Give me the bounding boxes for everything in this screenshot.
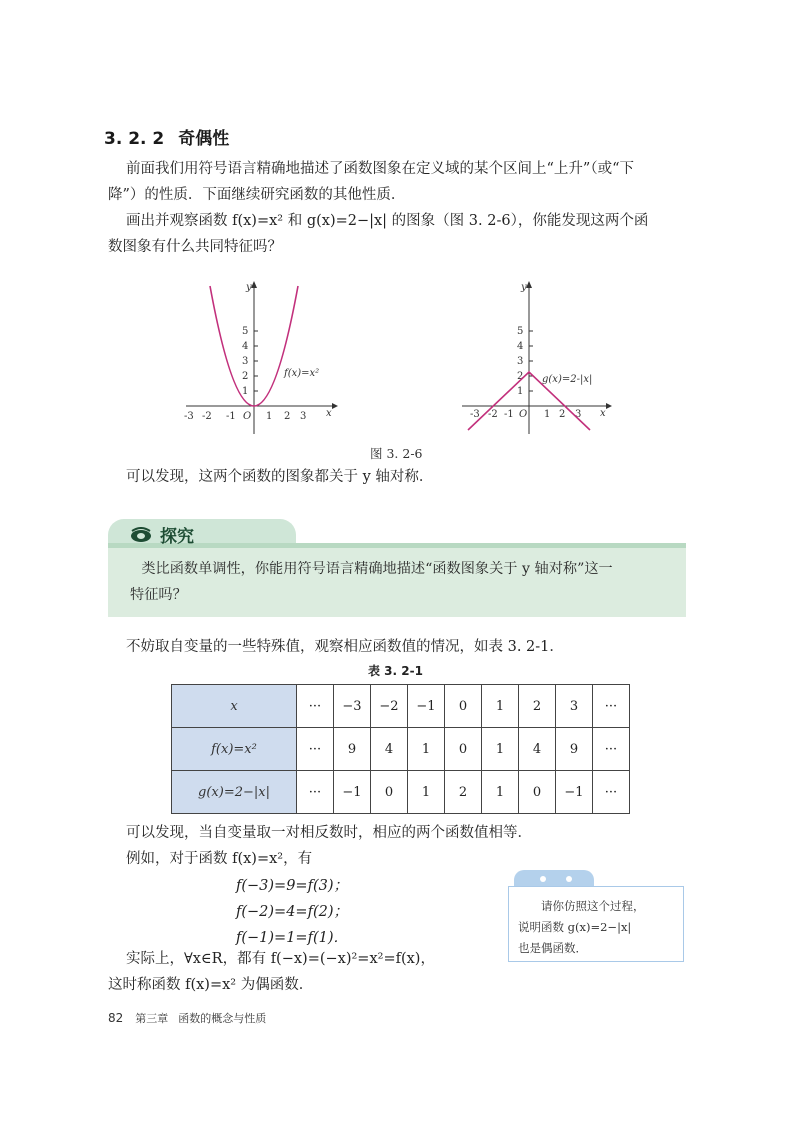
xtick-2: 2 [559,409,566,420]
table-row-g [172,771,630,814]
table-cell: 9 [334,728,371,771]
page-footer [108,1010,266,1026]
after-figure-text: 可以发现，这两个函数的图象都关于 y 轴对称． [126,469,434,485]
table-title: 表 3. 2-1 [368,664,423,678]
table-cell: 1 [482,728,519,771]
table-cell: 4 [371,728,408,771]
xtick-neg2: -2 [202,411,212,422]
table-cell: 9 [556,728,593,771]
ytick-3: 3 [242,356,249,367]
after-table-line-1: 可以发现，当自变量取一对相反数时，相应的两个函数值相等． [126,825,532,841]
y-axis-arrow [526,281,532,288]
origin-label: O [519,409,528,420]
table-cell: 3 [556,685,593,728]
xtick-3: 3 [300,411,307,422]
table-row-x [172,685,630,728]
paragraph-2-line-2: 数图象有什么共同特征吗？ [108,239,282,255]
row-header: f(x)=x² [172,728,297,771]
table-intro: 不妨取自变量的一些特殊值，观察相应函数值的情况，如表 3. 2-1． [126,639,564,655]
paragraph-2-line-1: 画出并观察函数 f(x)=x² 和 g(x)=2−|x| 的图象（图 3. 2-6），你能发现这两个函 [126,213,649,229]
origin-label: O [243,411,252,422]
explore-heading [130,522,194,547]
table-cell: 0 [445,685,482,728]
hint-line-1: 请你仿照这个过程， [541,899,645,913]
xtick-1: 1 [544,409,551,420]
y-axis-arrow [251,281,257,288]
table-cell: ··· [297,685,334,728]
table-cell: ··· [593,728,630,771]
table-cell: ··· [297,771,334,814]
after-table-line-4: 这时称函数 f(x)=x² 为偶函数． [108,977,314,993]
hint-text [518,896,676,959]
data-table [171,684,630,814]
x-axis-arrow [332,403,338,409]
ytick-5: 5 [242,326,249,337]
hint-dot-icon [566,876,572,882]
table-cell: 4 [519,728,556,771]
table-cell: 2 [445,771,482,814]
xtick-1: 1 [266,411,273,422]
table-cell: 1 [482,771,519,814]
equation-2: f(−2)=4=f(2)； [236,904,348,920]
paragraph-1-line-2: 降”）的性质．下面继续研究函数的其他性质． [108,187,406,203]
xtick-neg1: -1 [226,411,236,422]
after-table-line-3: 实际上，∀x∈R，都有 f(−x)=(−x)²=x²=f(x)， [126,951,435,967]
explore-text [130,556,670,608]
y-axis-label: y [246,282,252,293]
table-cell: ··· [593,771,630,814]
explore-icon [130,527,152,543]
graph-absolute-value [458,276,618,436]
ytick-1: 1 [242,386,249,397]
equation-3: f(−1)=1=f(1)． [236,930,348,946]
hint-line-2: 说明函数 g(x)=2−|x| [518,920,632,934]
figure-caption: 图 3. 2-6 [370,446,423,461]
table-row-f [172,728,630,771]
section-number: 3. 2. 2 [104,129,165,149]
table-cell: ··· [297,728,334,771]
table-cell: 2 [519,685,556,728]
ytick-5: 5 [517,326,524,337]
ytick-4: 4 [242,341,249,352]
x-axis-label: x [326,408,332,419]
after-table-line-2: 例如，对于函数 f(x)=x²，有 [126,851,313,867]
ytick-4: 4 [517,341,524,352]
ytick-2: 2 [242,371,249,382]
curve-label: f(x)=x² [284,368,320,379]
x-axis-arrow [606,403,612,409]
table-cell: −3 [334,685,371,728]
xtick-3: 3 [575,409,582,420]
table-cell: 0 [445,728,482,771]
xtick-neg2: -2 [488,409,498,420]
ytick-3: 3 [517,356,524,367]
table-cell: −1 [334,771,371,814]
row-header: x [172,685,297,728]
table-cell: −2 [371,685,408,728]
section-title-text: 奇偶性 [178,129,230,149]
ytick-1: 1 [517,386,524,397]
curve-label: g(x)=2-|x| [542,374,593,385]
table-cell: −1 [556,771,593,814]
xtick-neg3: -3 [184,411,194,422]
explore-line-1: 类比函数单调性，你能用符号语言精确地描述“函数图象关于 y 轴对称”这一 [141,561,613,577]
table-cell: 0 [519,771,556,814]
hint-line-3: 也是偶函数． [518,941,587,955]
xtick-neg1: -1 [504,409,514,420]
page-number: 82 [108,1011,124,1025]
graph-parabola [180,276,340,436]
explore-line-2: 特征吗？ [130,587,187,603]
xtick-neg3: -3 [470,409,480,420]
ytick-2: 2 [517,371,524,382]
table-cell: −1 [408,685,445,728]
xtick-2: 2 [284,411,291,422]
hint-dot-icon [540,876,546,882]
table-cell: 1 [408,771,445,814]
chapter-title: 函数的概念与性质 [178,1012,267,1025]
y-axis-label: y [521,282,527,293]
chapter-label: 第三章 [135,1012,169,1025]
table-cell: ··· [593,685,630,728]
paragraph-1-line-1: 前面我们用符号语言精确地描述了函数图象在定义域的某个区间上“上升”（或“下 [126,161,634,177]
section-title [104,124,229,149]
table-cell: 1 [408,728,445,771]
table-cell: 0 [371,771,408,814]
x-axis-label: x [600,408,606,419]
explore-title: 探究 [160,527,194,547]
table-cell: 1 [482,685,519,728]
equation-1: f(−3)=9=f(3)； [236,878,348,894]
row-header: g(x)=2−|x| [172,771,297,814]
